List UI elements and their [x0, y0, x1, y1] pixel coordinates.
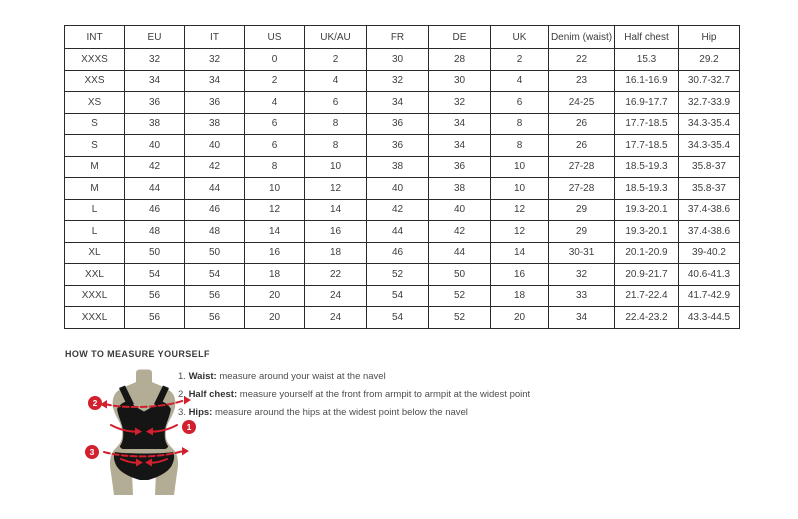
- measure-step: [178, 404, 530, 422]
- table-cell: 12: [245, 199, 305, 221]
- table-cell: 4: [245, 92, 305, 114]
- size-chart-table: [64, 25, 740, 329]
- table-cell: XXXS: [65, 49, 125, 71]
- table-cell: 18: [305, 242, 367, 264]
- table-cell: 16.9-17.7: [615, 92, 679, 114]
- table-cell: 34.3-35.4: [679, 113, 740, 135]
- table-cell: 44: [429, 242, 491, 264]
- marker-badge-hips: [85, 445, 99, 459]
- table-cell: 8: [491, 135, 549, 157]
- table-cell: 30-31: [549, 242, 615, 264]
- table-cell: 54: [185, 264, 245, 286]
- table-cell: 36: [367, 135, 429, 157]
- table-cell: 22: [549, 49, 615, 71]
- table-cell: 10: [305, 156, 367, 178]
- table-cell: 29: [549, 221, 615, 243]
- step-term: Hips:: [188, 407, 213, 419]
- table-cell: 32: [125, 49, 185, 71]
- table-cell: 56: [185, 285, 245, 307]
- table-cell: 50: [185, 242, 245, 264]
- table-cell: 6: [245, 135, 305, 157]
- table-cell: 24: [305, 307, 367, 329]
- table-cell: 26: [549, 135, 615, 157]
- table-cell: 16: [305, 221, 367, 243]
- table-cell: 40.6-41.3: [679, 264, 740, 286]
- column-header: DE: [429, 26, 491, 49]
- table-cell: 27-28: [549, 156, 615, 178]
- marker-badge-hips-number: 3: [89, 447, 95, 457]
- table-cell: 27-28: [549, 178, 615, 200]
- table-cell: 19.3-20.1: [615, 221, 679, 243]
- column-header: EU: [125, 26, 185, 49]
- table-row: [65, 92, 740, 114]
- table-cell: 26: [549, 113, 615, 135]
- table-cell: 14: [305, 199, 367, 221]
- table-cell: 24: [305, 285, 367, 307]
- table-row: [65, 307, 740, 329]
- table-row: [65, 70, 740, 92]
- table-cell: 54: [367, 285, 429, 307]
- column-header: Hip: [679, 26, 740, 49]
- step-number: 2.: [178, 389, 189, 401]
- column-header: UK/AU: [305, 26, 367, 49]
- table-cell: 2: [305, 49, 367, 71]
- table-cell: XXL: [65, 264, 125, 286]
- table-cell: 43.3-44.5: [679, 307, 740, 329]
- column-header: FR: [367, 26, 429, 49]
- table-cell: 44: [125, 178, 185, 200]
- table-row: [65, 285, 740, 307]
- table-cell: 32: [429, 92, 491, 114]
- table-cell: 19.3-20.1: [615, 199, 679, 221]
- table-cell: 56: [125, 285, 185, 307]
- table-cell: XS: [65, 92, 125, 114]
- table-cell: 18: [491, 285, 549, 307]
- table-cell: 0: [245, 49, 305, 71]
- table-cell: 18: [245, 264, 305, 286]
- table-cell: 38: [125, 113, 185, 135]
- table-cell: 10: [491, 178, 549, 200]
- table-row: [65, 113, 740, 135]
- table-cell: 54: [125, 264, 185, 286]
- table-cell: 33: [549, 285, 615, 307]
- table-cell: 34: [429, 135, 491, 157]
- table-cell: 36: [429, 156, 491, 178]
- table-cell: 15.3: [615, 49, 679, 71]
- table-cell: 44: [367, 221, 429, 243]
- table-cell: 2: [245, 70, 305, 92]
- marker-badge-chest-number: 2: [92, 398, 98, 408]
- table-cell: 12: [305, 178, 367, 200]
- table-cell: 48: [185, 221, 245, 243]
- table-cell: L: [65, 199, 125, 221]
- table-cell: 36: [185, 92, 245, 114]
- table-cell: 52: [429, 307, 491, 329]
- table-row: [65, 178, 740, 200]
- table-cell: 32: [185, 49, 245, 71]
- table-cell: 46: [125, 199, 185, 221]
- table-cell: 44: [185, 178, 245, 200]
- step-number: 3.: [178, 407, 189, 419]
- measure-step: [178, 386, 530, 404]
- table-cell: 40: [367, 178, 429, 200]
- table-cell: 6: [491, 92, 549, 114]
- table-cell: 30: [367, 49, 429, 71]
- table-cell: 32.7-33.9: [679, 92, 740, 114]
- table-row: [65, 49, 740, 71]
- table-cell: 16: [491, 264, 549, 286]
- table-cell: S: [65, 113, 125, 135]
- step-term: Waist:: [188, 371, 217, 382]
- table-cell: 34: [125, 70, 185, 92]
- table-cell: 10: [245, 178, 305, 200]
- table-cell: 34: [367, 92, 429, 114]
- table-cell: 38: [429, 178, 491, 200]
- table-row: [65, 221, 740, 243]
- table-cell: 6: [245, 113, 305, 135]
- table-cell: 56: [185, 307, 245, 329]
- table-cell: M: [65, 178, 125, 200]
- table-cell: 6: [305, 92, 367, 114]
- table-cell: 42: [367, 199, 429, 221]
- table-cell: 37.4-38.6: [679, 221, 740, 243]
- table-cell: 38: [185, 113, 245, 135]
- table-cell: 20: [245, 285, 305, 307]
- table-row: [65, 135, 740, 157]
- table-cell: 36: [125, 92, 185, 114]
- table-row: [65, 199, 740, 221]
- table-header-row: [65, 26, 740, 49]
- marker-badge-chest: [88, 396, 102, 410]
- table-cell: M: [65, 156, 125, 178]
- column-header: Denim (waist): [549, 26, 615, 49]
- table-cell: 12: [491, 199, 549, 221]
- measure-steps: [178, 368, 530, 423]
- table-cell: 20.1-20.9: [615, 242, 679, 264]
- table-row: [65, 156, 740, 178]
- table-cell: 8: [305, 135, 367, 157]
- table-cell: XXXL: [65, 307, 125, 329]
- table-cell: 46: [185, 199, 245, 221]
- table-cell: 17.7-18.5: [615, 135, 679, 157]
- column-header: Half chest: [615, 26, 679, 49]
- table-cell: 20: [491, 307, 549, 329]
- column-header: US: [245, 26, 305, 49]
- table-cell: 22: [305, 264, 367, 286]
- table-cell: 42: [185, 156, 245, 178]
- table-cell: 16: [245, 242, 305, 264]
- table-cell: 8: [491, 113, 549, 135]
- table-cell: 35.8-37: [679, 178, 740, 200]
- measure-heading: HOW TO MEASURE YOURSELF: [65, 349, 210, 359]
- table-cell: 32: [549, 264, 615, 286]
- table-cell: 50: [125, 242, 185, 264]
- step-text: measure yourself at the front from armpit to armpit at the widest point: [237, 389, 531, 401]
- table-cell: 10: [491, 156, 549, 178]
- column-header: UK: [491, 26, 549, 49]
- table-cell: 28: [429, 49, 491, 71]
- table-cell: 29.2: [679, 49, 740, 71]
- table-cell: 54: [367, 307, 429, 329]
- table-cell: 39-40.2: [679, 242, 740, 264]
- column-header: IT: [185, 26, 245, 49]
- table-cell: 42: [429, 221, 491, 243]
- table-cell: 4: [305, 70, 367, 92]
- table-cell: 42: [125, 156, 185, 178]
- table-cell: 22.4-23.2: [615, 307, 679, 329]
- table-cell: 34: [429, 113, 491, 135]
- table-cell: 37.4-38.6: [679, 199, 740, 221]
- table-cell: 41.7-42.9: [679, 285, 740, 307]
- table-cell: 12: [491, 221, 549, 243]
- table-cell: 52: [367, 264, 429, 286]
- table-cell: 4: [491, 70, 549, 92]
- table-cell: S: [65, 135, 125, 157]
- table-cell: 46: [367, 242, 429, 264]
- table-row: [65, 264, 740, 286]
- table-cell: 23: [549, 70, 615, 92]
- table-cell: 18.5-19.3: [615, 156, 679, 178]
- table-cell: 50: [429, 264, 491, 286]
- table-cell: 32: [367, 70, 429, 92]
- table-body: [65, 49, 740, 329]
- measure-step: [178, 368, 530, 386]
- table-cell: 40: [429, 199, 491, 221]
- table-cell: 8: [305, 113, 367, 135]
- table-cell: 38: [367, 156, 429, 178]
- table-cell: XL: [65, 242, 125, 264]
- step-term: Half chest:: [188, 389, 238, 401]
- table-cell: 20: [245, 307, 305, 329]
- table-cell: 36: [367, 113, 429, 135]
- table-cell: 35.8-37: [679, 156, 740, 178]
- table-cell: 34: [185, 70, 245, 92]
- table-cell: 20.9-21.7: [615, 264, 679, 286]
- table-cell: 24-25: [549, 92, 615, 114]
- table-cell: 52: [429, 285, 491, 307]
- table-cell: 34.3-35.4: [679, 135, 740, 157]
- table-cell: 18.5-19.3: [615, 178, 679, 200]
- table-cell: 16.1-16.9: [615, 70, 679, 92]
- table-cell: 30.7-32.7: [679, 70, 740, 92]
- table-cell: 40: [185, 135, 245, 157]
- table-cell: 17.7-18.5: [615, 113, 679, 135]
- table-cell: 40: [125, 135, 185, 157]
- table-cell: 48: [125, 221, 185, 243]
- table-cell: 14: [491, 242, 549, 264]
- table-cell: 14: [245, 221, 305, 243]
- table-cell: XXS: [65, 70, 125, 92]
- step-text: measure around your waist at the navel: [216, 371, 386, 382]
- step-text: measure around the hips at the widest point below the navel: [212, 407, 468, 419]
- table-cell: 21.7-22.4: [615, 285, 679, 307]
- marker-badge-waist-number: 1: [186, 422, 192, 432]
- table-cell: 34: [549, 307, 615, 329]
- table-cell: 29: [549, 199, 615, 221]
- table-cell: 30: [429, 70, 491, 92]
- table-cell: 8: [245, 156, 305, 178]
- table-cell: XXXL: [65, 285, 125, 307]
- table-row: [65, 242, 740, 264]
- column-header: INT: [65, 26, 125, 49]
- table-cell: 56: [125, 307, 185, 329]
- table-cell: L: [65, 221, 125, 243]
- step-number: 1.: [178, 371, 189, 382]
- table-cell: 2: [491, 49, 549, 71]
